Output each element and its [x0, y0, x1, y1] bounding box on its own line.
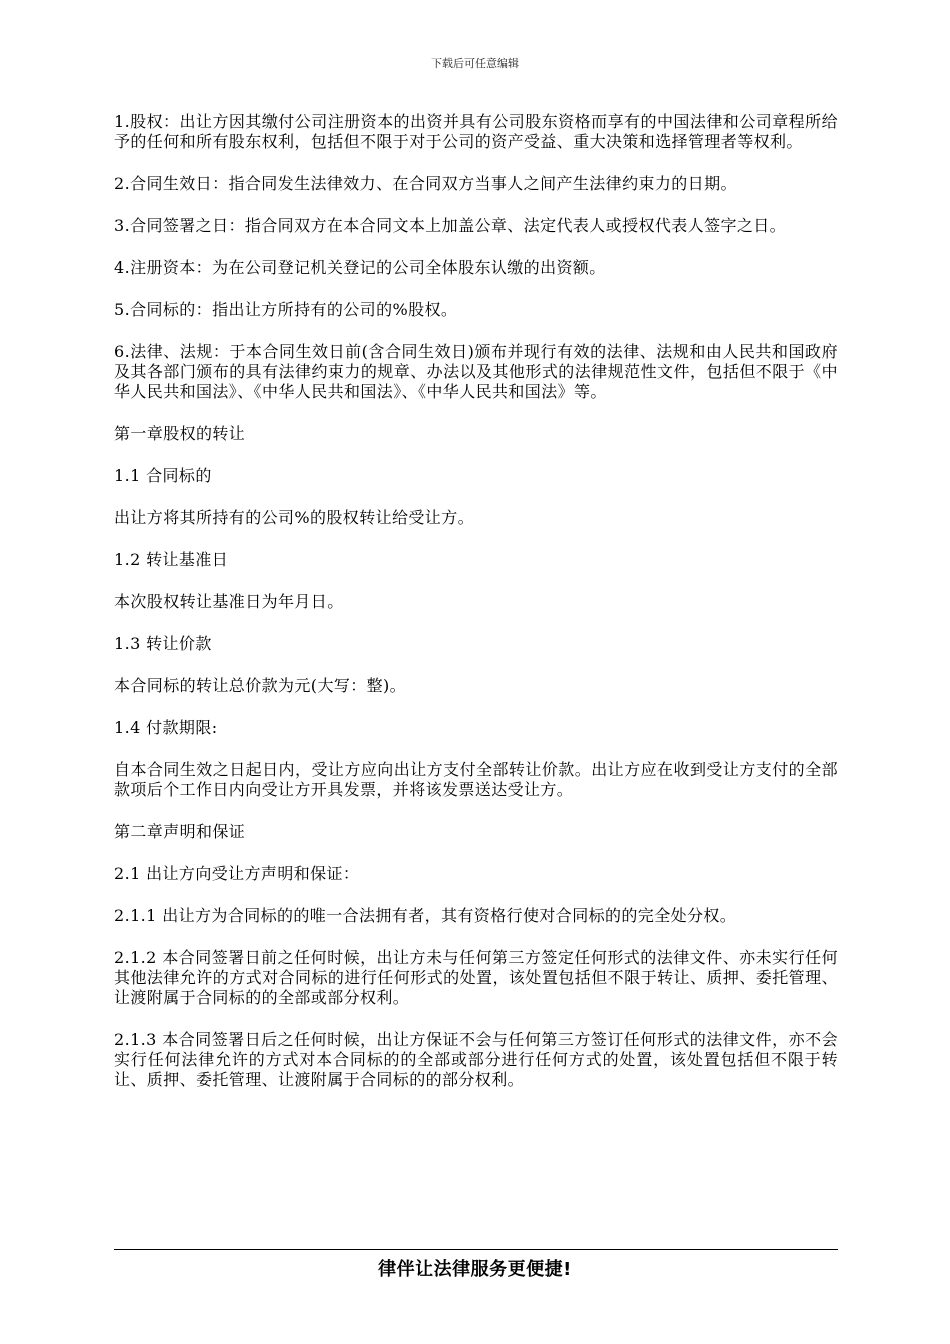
section-heading-1-2: 1.2 转让基准日	[114, 550, 229, 569]
section-body-1-1: 出让方将其所持有的公司%的股权转让给受让方。	[114, 508, 475, 527]
clause-definition-subject: 5.合同标的：指出让方所持有的公司的%股权。	[114, 300, 458, 319]
section-heading-2-1: 2.1 出让方向受让方声明和保证：	[114, 864, 360, 883]
clause-2-1-3: 2.1.3 本合同签署日后之任何时候，出让方保证不会与任何第三方签订任何形式的法律文件，亦不会实行任何法律允许的方式对本合同标的的全部或部分进行任何方式的处置，该处置包括但不限于转让、质押、委托管理、让渡附属于合同标的的部分权利。	[114, 1030, 838, 1089]
section-body-1-4: 自本合同生效之日起日内，受让方应向出让方支付全部转让价款。出让方应在收到受让方支付的全部款项后个工作日内向受让方开具发票，并将该发票送达受让方。	[114, 760, 838, 799]
section-heading-1-3: 1.3 转让价款	[114, 634, 212, 653]
footer-divider	[114, 1249, 838, 1250]
clause-2-1-2: 2.1.2 本合同签署日前之任何时候，出让方未与任何第三方签定任何形式的法律文件、亦未实行任何其他法律允许的方式对合同标的进行任何形式的处置，该处置包括但不限于转让、质押、委托管理、让渡附属于合同标的的全部或部分权利。	[114, 948, 838, 1007]
clause-definition-signing-date: 3.合同签署之日：指合同双方在本合同文本上加盖公章、法定代表人或授权代表人签字之日。	[114, 216, 787, 235]
section-body-1-2: 本次股权转让基准日为年月日。	[114, 592, 344, 611]
clause-definition-laws: 6.法律、法规：于本合同生效日前(含合同生效日)颁布并现行有效的法律、法规和由人民共和国政府及其各部门颁布的具有法律约束力的规章、办法以及其他形式的法律规范性文件，包括但不限于《中华人民共和国法》、《中华人民共和国法》、《中华人民共和国法》等。	[114, 342, 838, 401]
clause-definition-effective-date: 2.合同生效日：指合同发生法律效力、在合同双方当事人之间产生法律约束力的日期。	[114, 174, 737, 193]
section-body-1-3: 本合同标的转让总价款为元(大写：整)。	[114, 676, 407, 695]
clause-2-1-1: 2.1.1 出让方为合同标的的唯一合法拥有者，其有资格行使对合同标的的完全处分权。	[114, 906, 737, 925]
chapter-heading-1: 第一章股权的转让	[114, 424, 246, 443]
header-note: 下载后可任意编辑	[431, 57, 519, 70]
chapter-heading-2: 第二章声明和保证	[114, 822, 246, 841]
section-heading-1-1: 1.1 合同标的	[114, 466, 212, 485]
footer-slogan: 律伴让法律服务更便捷!	[378, 1259, 572, 1280]
document-body	[114, 112, 838, 1112]
clause-definition-equity: 1.股权：出让方因其缴付公司注册资本的出资并具有公司股东资格而享有的中国法律和公司章程所给予的任何和所有股东权利，包括但不限于对于公司的资产受益、重大决策和选择管理者等权利。	[114, 112, 838, 151]
clause-definition-registered-capital: 4.注册资本：为在公司登记机关登记的公司全体股东认缴的出资额。	[114, 258, 606, 277]
section-heading-1-4: 1.4 付款期限:	[114, 718, 218, 737]
